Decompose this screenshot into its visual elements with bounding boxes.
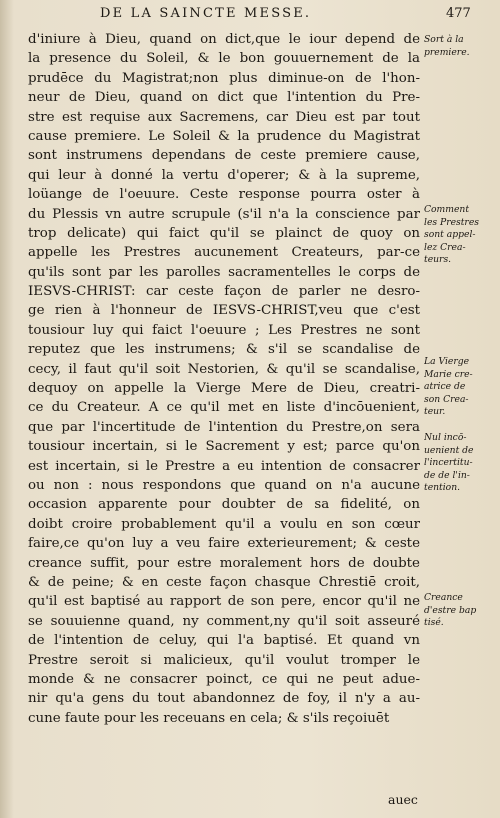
text-line: tousiour incertain, si le Sacrement y est; parce qu'on bbox=[28, 439, 420, 455]
margin-note-vierge-creatrice bbox=[424, 356, 496, 419]
text-line: sont instrumens dependans de ceste premiere cause, bbox=[28, 148, 420, 164]
text-line: se souuienne quand, ny comment,ny qu'il soit asseuré bbox=[28, 613, 420, 629]
page-header bbox=[0, 6, 500, 28]
text-line: d'iniure à Dieu, quand on dict,que le iour depend de bbox=[28, 32, 420, 47]
catchword: auec bbox=[388, 792, 418, 807]
body-text bbox=[28, 30, 420, 728]
text-line: appelle les Prestres aucunement Createurs, par-ce bbox=[28, 245, 420, 261]
text-line: creance suffit, pour estre moralement hors de doubte bbox=[28, 555, 420, 571]
text-line: IESVS-CHRIST: car ceste façon de parler ne desro- bbox=[28, 284, 420, 300]
margin-note-line: Comment bbox=[424, 204, 470, 215]
margin-note-line: Nul incō- bbox=[424, 432, 467, 443]
text-line: cecy, il faut qu'il soit Nestorien, & qu'il se scandalise, bbox=[28, 361, 420, 377]
text-line: faire,ce qu'on luy a veu faire exterieurement; & ceste bbox=[28, 536, 420, 552]
margin-note-line: lez Crea- bbox=[424, 241, 466, 253]
text-line: qu'ils sont par les parolles sacramentelles le corps de bbox=[28, 264, 420, 280]
text-line: monde & ne consacrer poinct, ce qui ne peut adue- bbox=[28, 671, 420, 687]
margin-note-line: tention. bbox=[424, 482, 461, 493]
margin-note-line: sont appel- bbox=[424, 229, 476, 240]
margin-note-line: Creance bbox=[424, 592, 463, 603]
text-line: du Plessis vn autre scrupule (s'il n'a la conscience par bbox=[28, 206, 420, 222]
margin-note-sort-premiere bbox=[424, 34, 496, 59]
text-line: stre est requise aux Sacremens, car Dieu est par tout bbox=[28, 109, 420, 125]
margin-note-line: les Prestres bbox=[424, 216, 479, 228]
running-title: DE LA SAINCTE MESSE. bbox=[100, 6, 312, 21]
margin-note-line: La Vierge bbox=[424, 356, 470, 367]
margin-note-creance-baptise bbox=[424, 592, 496, 630]
text-line: neur de Dieu, quand on dict que l'intention du Pre- bbox=[28, 90, 420, 106]
margin-note-line: Sort à la bbox=[424, 34, 464, 45]
margin-note-line: teurs. bbox=[424, 254, 452, 265]
text-line: que par l'incertitude de l'intention du Prestre,on sera bbox=[28, 419, 420, 435]
text-line: ce du Createur. A ce qu'il met en liste d'incōuenient, bbox=[28, 400, 420, 416]
text-line: dequoy on appelle la Vierge Mere de Dieu, creatri- bbox=[28, 381, 420, 397]
margin-note-line: l'incertitu- bbox=[424, 457, 473, 468]
text-line: nir qu'a gens du tout abandonnez de foy, il n'y a au- bbox=[28, 691, 420, 707]
text-line: ou non : nous respondons que quand on n'a aucune bbox=[28, 477, 420, 493]
page-number: 477 bbox=[446, 6, 471, 21]
text-line: Prestre seroit si malicieux, qu'il voulut tromper le bbox=[28, 652, 420, 668]
text-line: qu'il est baptisé au rapport de son pere, encor qu'il ne bbox=[28, 594, 420, 610]
margin-note-line: son Crea- bbox=[424, 393, 469, 405]
text-line: tousiour luy qui faict l'oeuure ; Les Prestres ne sont bbox=[28, 322, 420, 338]
margin-note-line: de de l'in- bbox=[424, 469, 470, 481]
text-line: trop delicate) qui faict qu'il se plainct de quoy on bbox=[28, 225, 420, 241]
margin-note-line: Marie cre- bbox=[424, 368, 473, 380]
text-line: la presence du Soleil, & le bon gouuernement de la bbox=[28, 51, 420, 67]
text-line: prudēce du Magistrat;non plus diminue-on de l'hon- bbox=[28, 70, 420, 86]
margin-note-prestres-createurs bbox=[424, 204, 496, 267]
text-line: occasion apparente pour doubter de sa fidelité, on bbox=[28, 497, 420, 513]
text-line: loüange de l'oeuure. Ceste response pourra oster à bbox=[28, 187, 420, 203]
margin-note-line: d'estre bap bbox=[424, 604, 477, 616]
text-line: ge rien à l'honneur de IESVS-CHRIST,veu que c'est bbox=[28, 303, 420, 319]
text-line: & de peine; & en ceste façon chasque Chrestiē croit, bbox=[28, 574, 420, 590]
text-line: reputez que les instrumens; & s'il se scandalise de bbox=[28, 342, 420, 358]
margin-note-nul-inconuenient bbox=[424, 432, 496, 495]
margin-note-line: tisé. bbox=[424, 617, 444, 628]
margin-note-line: premiere. bbox=[424, 46, 470, 58]
text-line: cune faute pour les receuans en cela; & s'ils reçoiuēt bbox=[28, 710, 390, 726]
margin-note-line: uenient de bbox=[424, 444, 474, 456]
text-line: de l'intention de celuy, qui l'a baptisé. Et quand vn bbox=[28, 633, 420, 649]
text-line: qui leur à donné la vertu d'operer; & à la supreme, bbox=[28, 167, 420, 183]
margin-note-line: teur. bbox=[424, 406, 446, 417]
text-line: cause premiere. Le Soleil & la prudence du Magistrat bbox=[28, 128, 420, 144]
text-line: doibt croire probablement qu'il a voulu en son cœur bbox=[28, 516, 420, 532]
margin-note-line: atrice de bbox=[424, 381, 466, 392]
text-line: est incertain, si le Prestre a eu intention de consacrer bbox=[28, 458, 420, 474]
